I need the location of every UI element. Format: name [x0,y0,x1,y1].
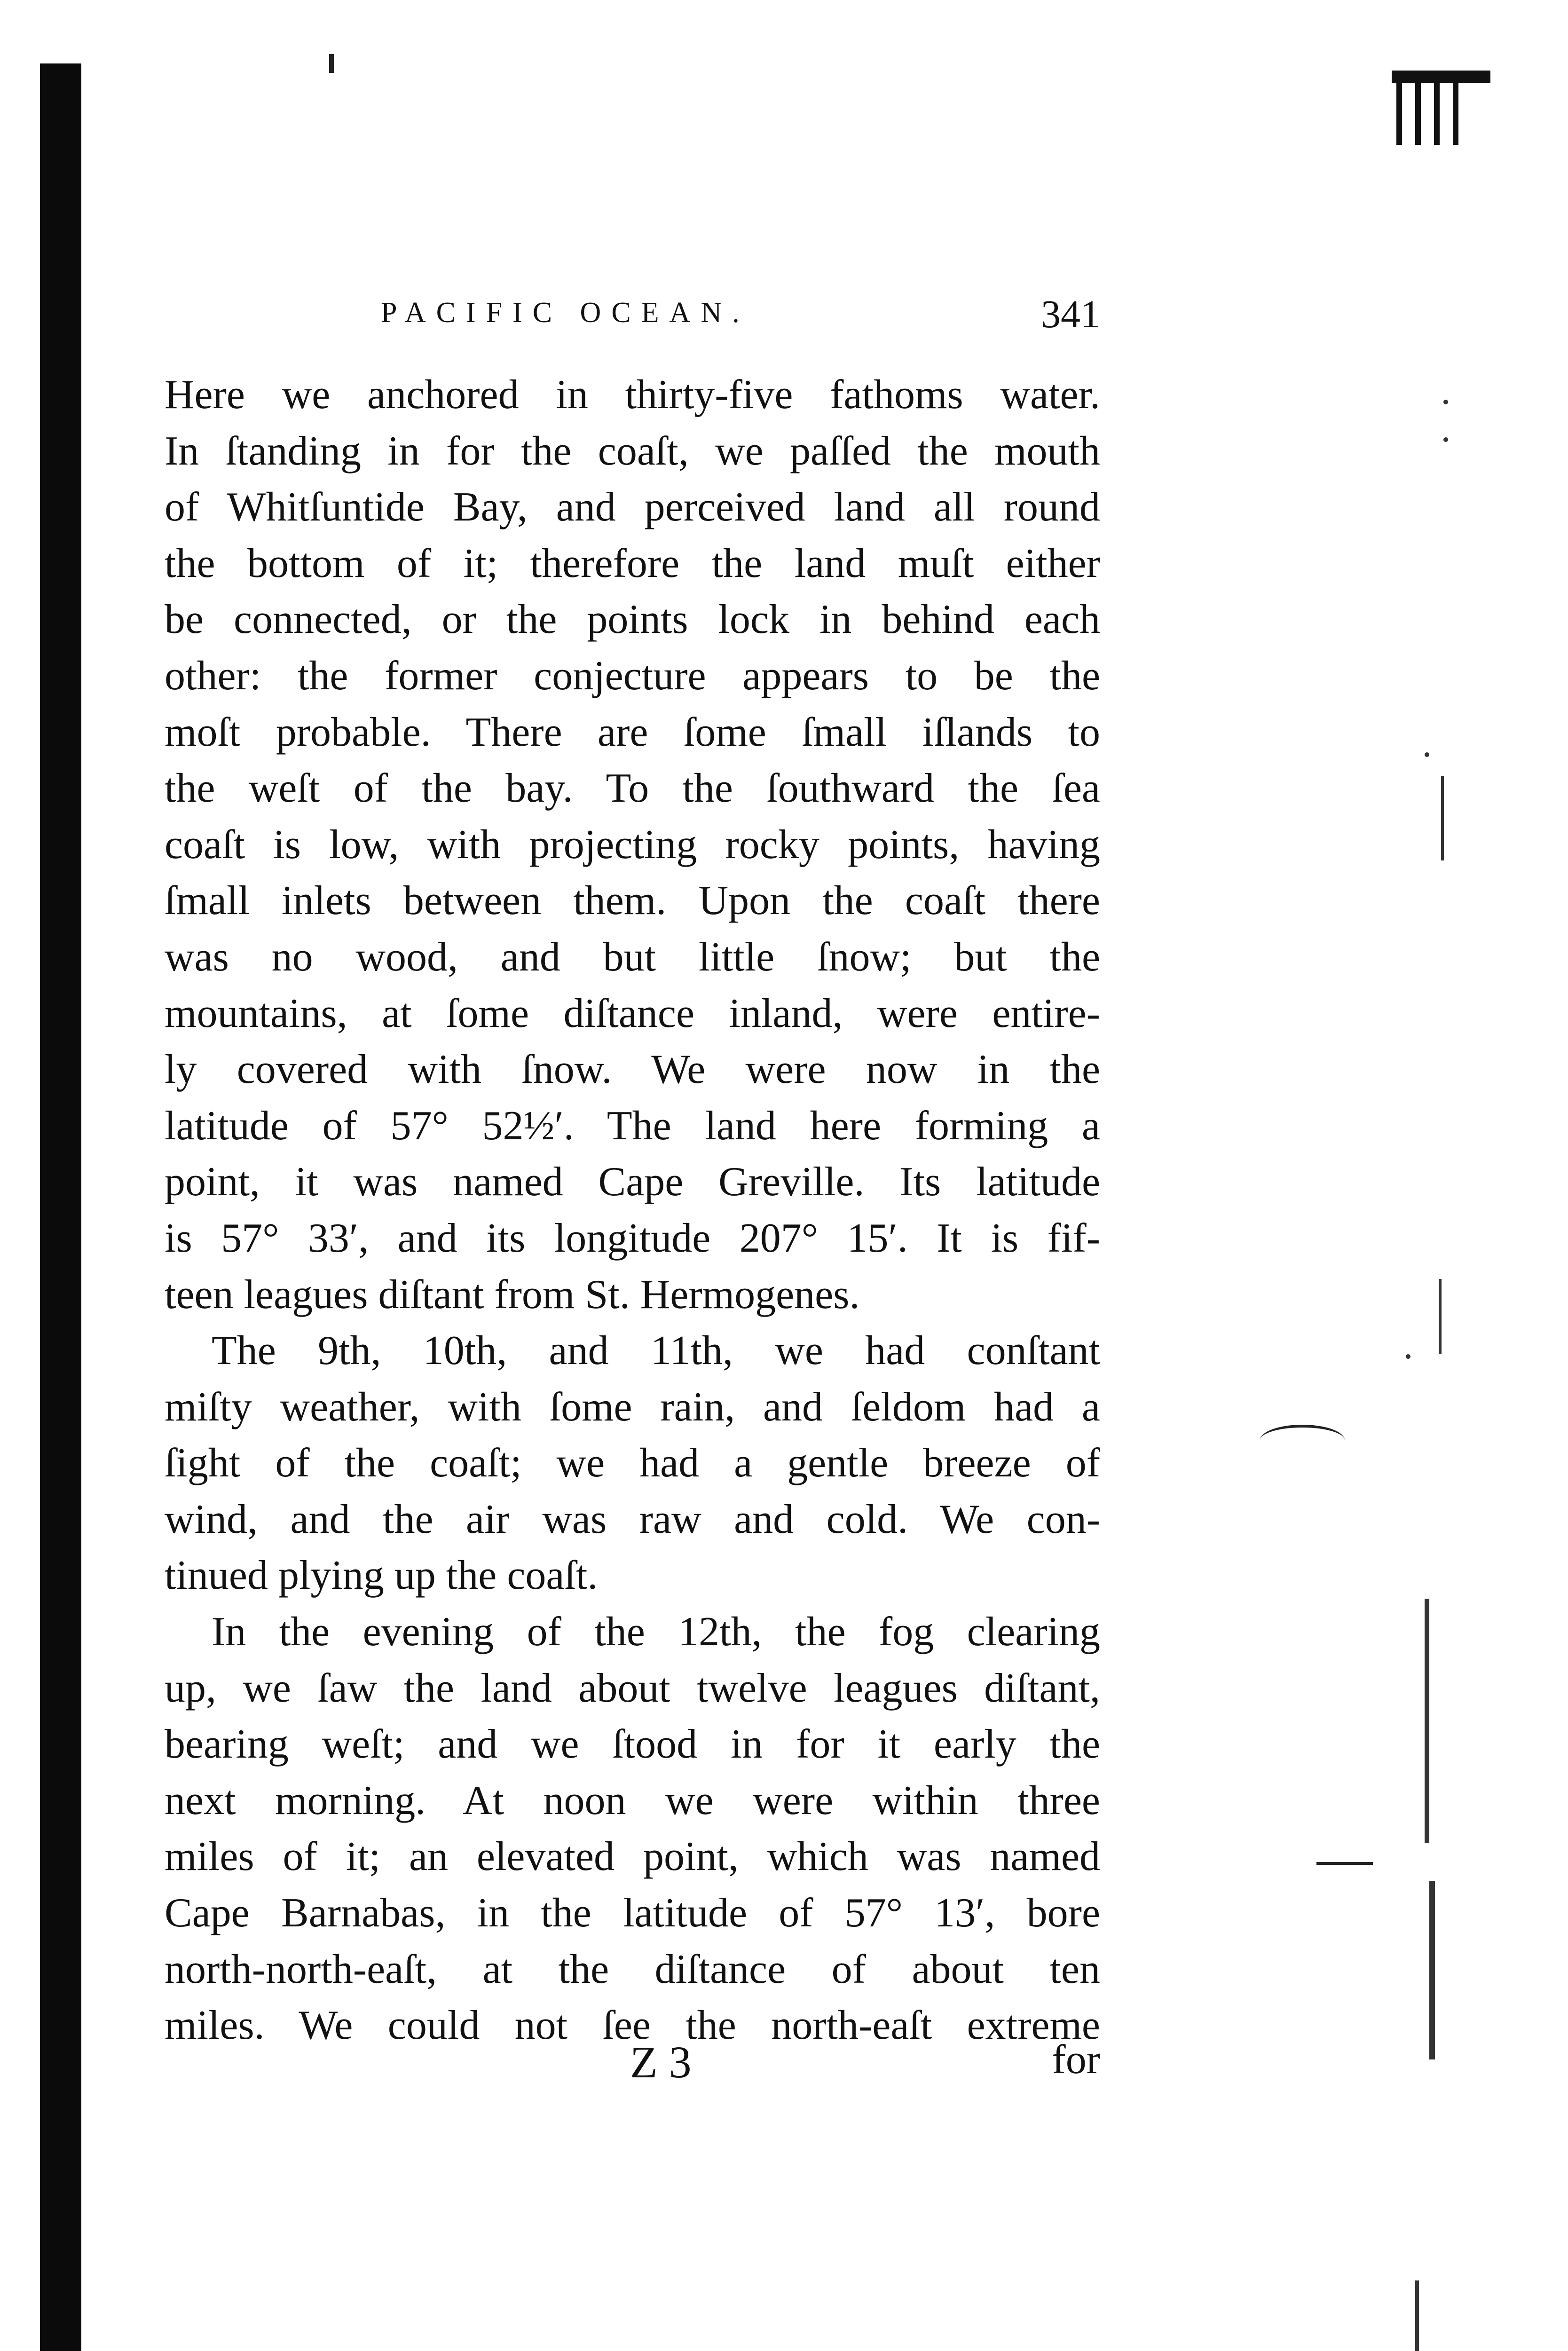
text-line: of Whitſuntide Bay, and perceived land all round [165,484,1100,530]
text-line: bearing weſt; and we ſtood in for it early the [165,1721,1100,1767]
catchword: for [1052,2037,1100,2083]
text-line: Here we anchored in thirty-five fathoms water. [165,372,1100,418]
text-line: ſmall inlets between them. Upon the coaſt there [165,878,1100,924]
text-line: The 9th, 10th, and 11th, we had conſtant [212,1328,1100,1374]
text-line: coaſt is low, with projecting rocky points, having [165,821,1100,868]
text-line: miles. We could not ſee the north-eaſt extreme [165,2003,1100,2049]
page-binding-shadow [40,63,81,2351]
text-line: the bottom of it; therefore the land muſt either [165,540,1100,586]
text-line: latitude of 57° 52½′. The land here forming a [165,1103,1100,1149]
text-line: north-north-eaſt, at the diſtance of about ten [165,1946,1100,1992]
running-head: PACIFIC OCEAN. [381,297,750,329]
text-line: ſight of the coaſt; we had a gentle breeze of [165,1440,1100,1486]
text-line: In the evening of the 12th, the fog clearing [212,1609,1100,1655]
signature-mark: Z 3 [630,2037,692,2087]
text-line: is 57° 33′, and its longitude 207° 15′. It is fif- [165,1215,1100,1261]
text-line: tinued plying up the coaſt. [165,1553,598,1599]
text-line: mountains, at ſome diſtance inland, were entire- [165,990,1100,1036]
text-line: up, we ſaw the land about twelve leagues diſtant, [165,1665,1100,1711]
page-header [202,292,1100,343]
text-line: point, it was named Cape Greville. Its latitude [165,1159,1100,1205]
page-number: 341 [1041,292,1100,336]
body-text [165,367,1100,2054]
text-line: teen leagues diſtant from St. Hermogenes. [165,1271,860,1318]
text-line: be connected, or the points lock in behind each [165,597,1100,643]
text-line: other: the former conjecture appears to be the [165,653,1100,699]
text-line: the weſt of the bay. To the ſouthward the ſea [165,765,1100,812]
text-line: In ſtanding in for the coaſt, we paſſed the mouth [165,428,1100,474]
text-line: wind, and the air was raw and cold. We con- [165,1496,1100,1542]
margin-dash-mark [1316,1862,1373,1867]
margin-arc-mark [1260,1425,1345,1456]
text-line: miles of it; an elevated point, which was named [165,1834,1100,1880]
page-footer [165,2036,1100,2092]
text-line: miſty weather, with ſome rain, and ſeldom had a [165,1384,1100,1430]
text-line: moſt probable. There are ſome ſmall iſlands to [165,709,1100,755]
facing-page-edge [1387,71,1528,2351]
text-line: next morning. At noon we were within three [165,1777,1100,1823]
text-line: Cape Barnabas, in the latitude of 57° 13′, bore [165,1890,1100,1936]
text-line: ly covered with ſnow. We were now in the [165,1047,1100,1093]
text-line: was no wood, and but little ſnow; but the [165,934,1100,980]
ink-speck [329,54,334,73]
